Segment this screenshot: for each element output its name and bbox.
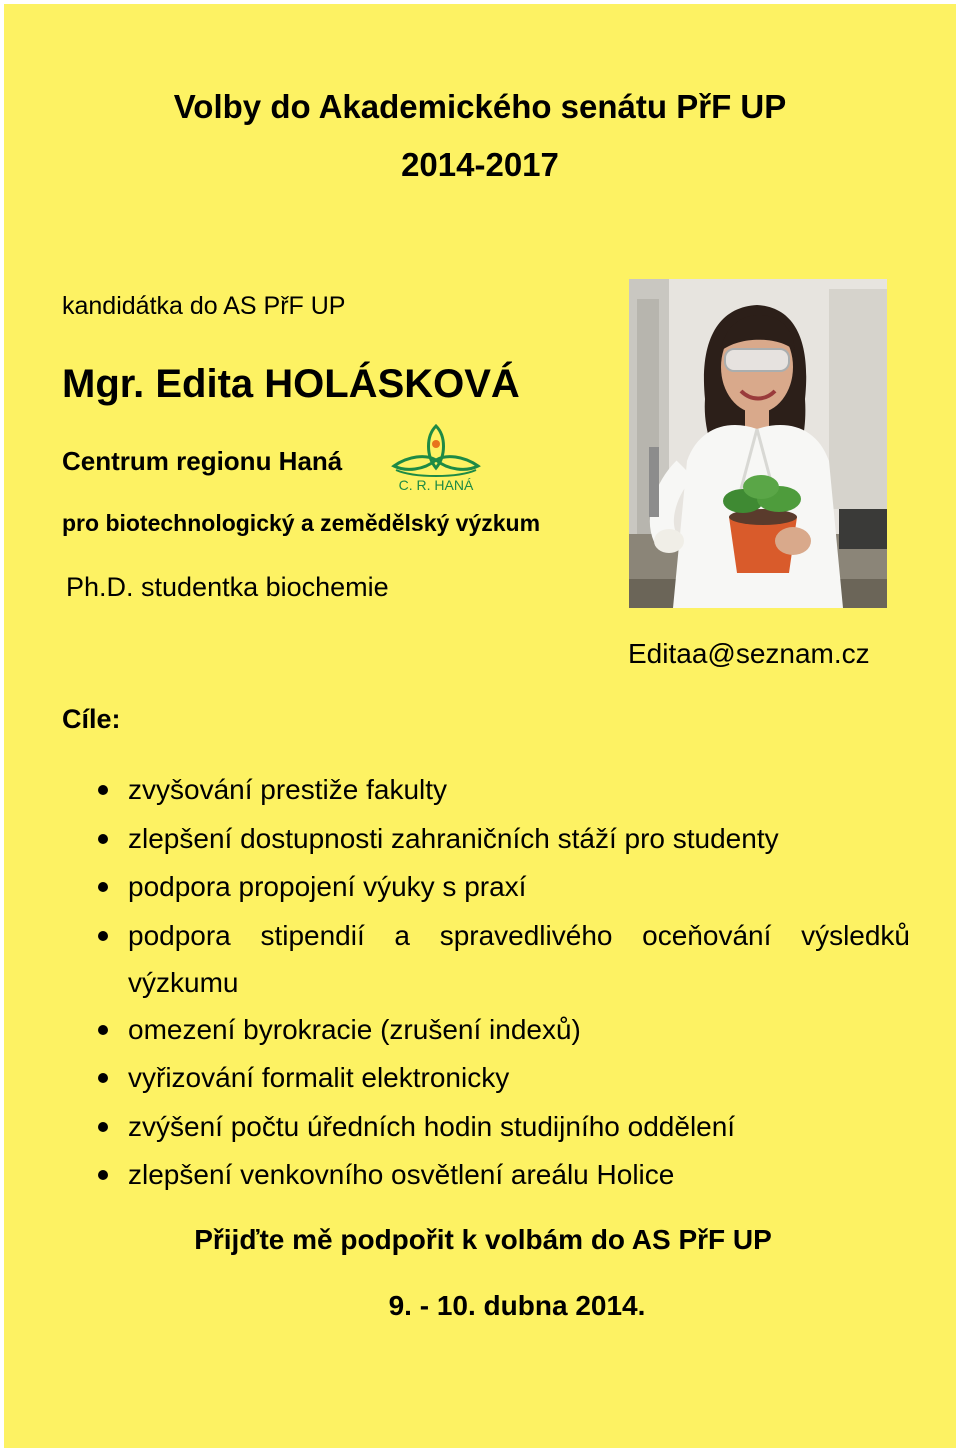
institution-name: Centrum regionu Haná <box>62 446 343 476</box>
page-title: Volby do Akademického senátu PřF UP <box>173 88 787 125</box>
email-address: Editaa@seznam.cz <box>628 638 870 669</box>
election-date: 9. - 10. dubna 2014. <box>388 1290 646 1321</box>
call-to-action: Přijďte mě podpořit k volbám do AS PřF UP <box>194 1224 772 1255</box>
goal-item: zlepšení venkovního osvětlení areálu Holice <box>98 1151 910 1200</box>
logo-leaf-left <box>394 457 436 470</box>
logo-text: C. R. HANÁ <box>398 477 474 493</box>
election-period: 2014-2017 <box>401 146 559 183</box>
goal-item: podpora propojení výuky s praxí <box>98 863 910 912</box>
goal-item: vyřizování formalit elektronicky <box>98 1054 910 1103</box>
crhana-logo <box>388 420 484 494</box>
logo-dot <box>432 440 440 448</box>
goal-item: podpora stipendií a spravedlivého oceňování výsledků výzkumu <box>98 912 910 1006</box>
candidate-name: Mgr. Edita HOLÁSKOVÁ <box>62 362 520 406</box>
institution-subtitle: pro biotechnologický a zemědělský výzkum <box>62 510 541 536</box>
candidate-photo <box>629 279 887 608</box>
goals-heading: Cíle: <box>62 704 121 734</box>
goals-list <box>98 766 910 1200</box>
goal-item: omezení byrokracie (zrušení indexů) <box>98 1006 910 1055</box>
goal-item: zlepšení dostupnosti zahraničních stáží pro studenty <box>98 815 910 864</box>
logo-leaf-right <box>436 457 478 470</box>
goal-item: zvyšování prestiže fakulty <box>98 766 910 815</box>
goal-item: zvýšení počtu úředních hodin studijního oddělení <box>98 1103 910 1152</box>
candidate-status: Ph.D. studentka biochemie <box>66 572 389 602</box>
candidate-label: kandidátka do AS PřF UP <box>62 292 346 320</box>
